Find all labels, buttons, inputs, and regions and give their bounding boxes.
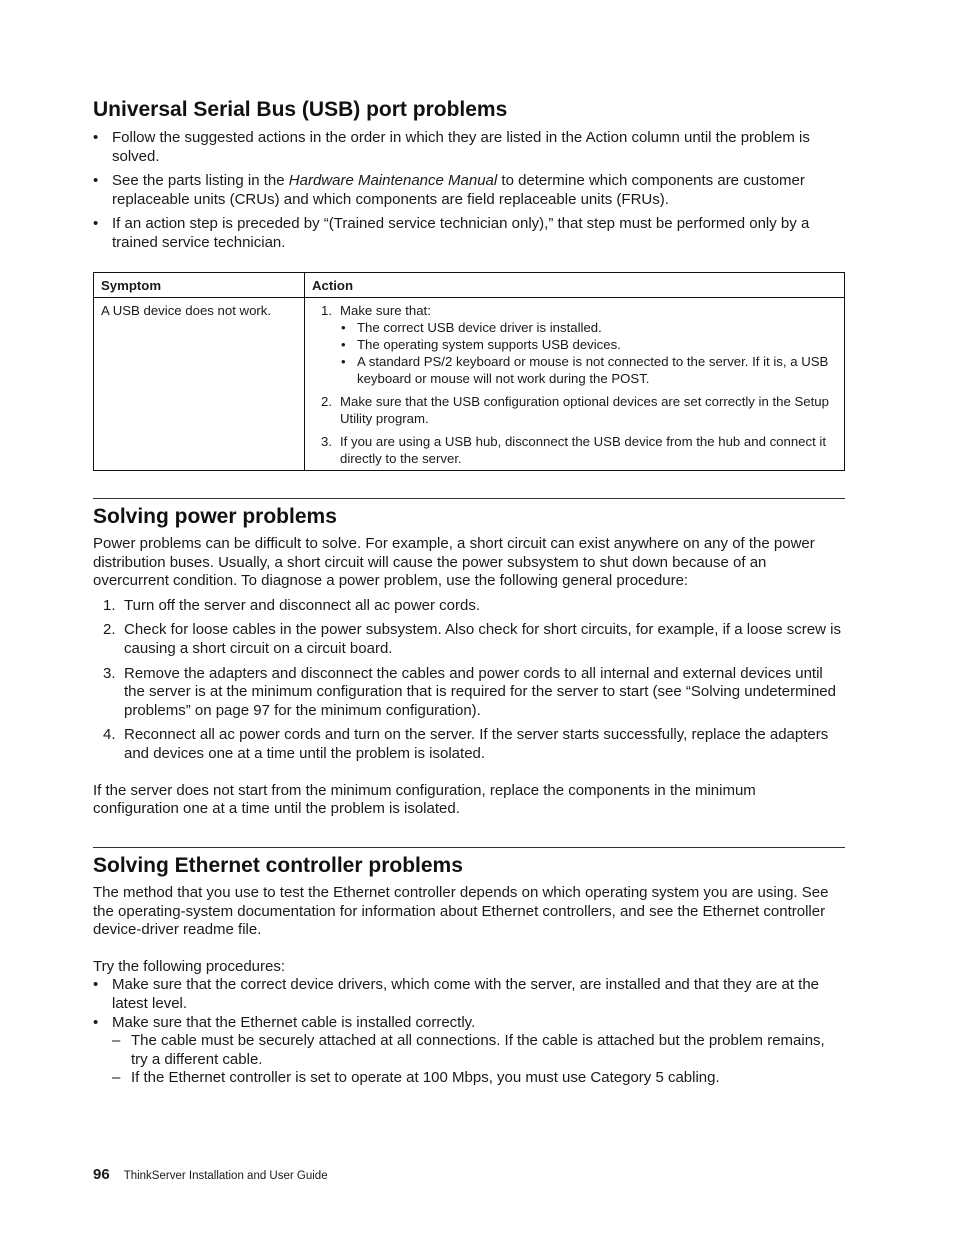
ethernet-bullet-2	[93, 1014, 845, 1033]
usb-bullet-3: • If an action step is preceded by “(Trained service technician only),” that step must be performed only by a trained service technician.	[93, 215, 845, 252]
power-closing: If the server does not start from the minimum configuration, replace the components in the minimum configuration one at a time until the problem is isolated.	[93, 781, 756, 818]
usb-bullet-2	[93, 172, 845, 209]
ethernet-dash-list	[93, 1032, 845, 1088]
usb-symptom-action-table	[93, 272, 845, 471]
step-number: 3.	[103, 664, 116, 682]
step-number: 2.	[103, 621, 116, 639]
ethernet-intro: The method that you use to test the Ethernet controller depends on which operating system you are using. See the operating-system documentation for information about Ethernet controllers, and see the Ethernet controller device-driver readme file.	[93, 884, 829, 939]
section-divider	[93, 498, 845, 499]
action-step-1	[312, 302, 837, 387]
action-list	[312, 302, 837, 467]
usb-heading: Universal Serial Bus (USB) port problems	[93, 98, 508, 121]
ethernet-dash-item-1: – The cable must be securely attached at all connections. If the cable is attached but the problem remains, try a different cable.	[112, 1032, 845, 1069]
ethernet-heading: Solving Ethernet controller problems	[93, 854, 463, 877]
step-number: 1.	[103, 596, 116, 614]
action-step-text: Make sure that:	[340, 303, 431, 318]
action-step-number: 1.	[321, 303, 332, 318]
ethernet-bullet-2-text: Make sure that the Ethernet cable is installed correctly.	[112, 1013, 476, 1031]
page-number: 96	[93, 1166, 110, 1183]
power-intro: Power problems can be difficult to solve. For example, a short circuit can exist anywhere on any of the power distribution buses. Usually, a short circuit will cause the power subsystem to shut down because of an overcurrent condition. To diagnose a power problem, use the following general procedure:	[93, 535, 815, 590]
action-step-text: If you are using a USB hub, disconnect the USB device from the hub and connect it directly to the server.	[340, 434, 827, 466]
action-sub-item: • The correct USB device driver is installed.	[340, 319, 837, 336]
usb-bullet-2-before: See the parts listing in the	[112, 172, 289, 190]
power-step-3	[93, 665, 845, 721]
action-step-2	[312, 393, 837, 427]
step-text: Reconnect all ac power cords and turn on the server. If the server starts successfully, replace the adapters and devices one at a time until the problem is isolated.	[124, 726, 829, 762]
table-header-row	[94, 273, 845, 298]
step-text: Check for loose cables in the power subsystem. Also check for short circuits, for example, if a loose screw is causing a short circuit on a circuit board.	[124, 621, 841, 657]
action-sub-item: • A standard PS/2 keyboard or mouse is not connected to the server. If it is, a USB keyboard or mouse will not work during the POST.	[340, 353, 837, 387]
power-step-2	[93, 621, 845, 658]
page-footer	[93, 1166, 328, 1183]
step-number: 4.	[103, 726, 116, 744]
power-heading: Solving power problems	[93, 505, 337, 528]
guide-title: ThinkServer Installation and User Guide	[123, 1170, 328, 1182]
power-step-list	[93, 597, 845, 764]
action-step-number: 2.	[321, 394, 332, 409]
ethernet-dash-item-2: – If the Ethernet controller is set to operate at 100 Mbps, you must use Category 5 cabling.	[112, 1069, 845, 1088]
try-procedures-label: Try the following procedures:	[93, 957, 286, 975]
action-sub-item: • The operating system supports USB devices.	[340, 336, 837, 353]
usb-section	[93, 97, 845, 253]
step-text: Remove the adapters and disconnect the cables and power cords to all internal and external devices until the server is at the minimum configuration that is required for the server to start (see “Solving undetermined problems” on page 97 for the minimum configuration).	[124, 664, 836, 719]
hardware-maintenance-manual-title: Hardware Maintenance Manual	[288, 172, 498, 190]
action-step-text: Make sure that the USB configuration optional devices are set correctly in the Setup Utility program.	[340, 394, 829, 426]
usb-bullet-1: • Follow the suggested actions in the order in which they are listed in the Action column until the problem is solved.	[93, 129, 845, 166]
usb-bullet-2-after: to determine which components are customer replaceable units (CRUs) and which components are field replaceable units (FRUs).	[112, 172, 805, 208]
ethernet-section	[93, 847, 845, 1088]
ethernet-bullet-list	[93, 976, 845, 1032]
symptom-column-header: Symptom	[94, 273, 305, 298]
section-divider	[93, 847, 845, 848]
usb-bullet-list	[93, 129, 845, 253]
power-step-1	[93, 597, 845, 616]
table-row	[94, 298, 845, 471]
action-column-header: Action	[305, 273, 845, 298]
ethernet-bullet-1: • Make sure that the correct device drivers, which come with the server, are installed and that they are at the latest level.	[93, 976, 845, 1013]
step-text: Turn off the server and disconnect all ac power cords.	[124, 596, 481, 614]
power-step-4	[93, 726, 845, 763]
power-section	[93, 498, 845, 819]
symptom-cell: A USB device does not work.	[94, 298, 305, 471]
action-cell	[305, 298, 845, 471]
action-step-number: 3.	[321, 434, 332, 449]
action-step-3	[312, 433, 837, 467]
action-sub-list	[340, 319, 837, 387]
